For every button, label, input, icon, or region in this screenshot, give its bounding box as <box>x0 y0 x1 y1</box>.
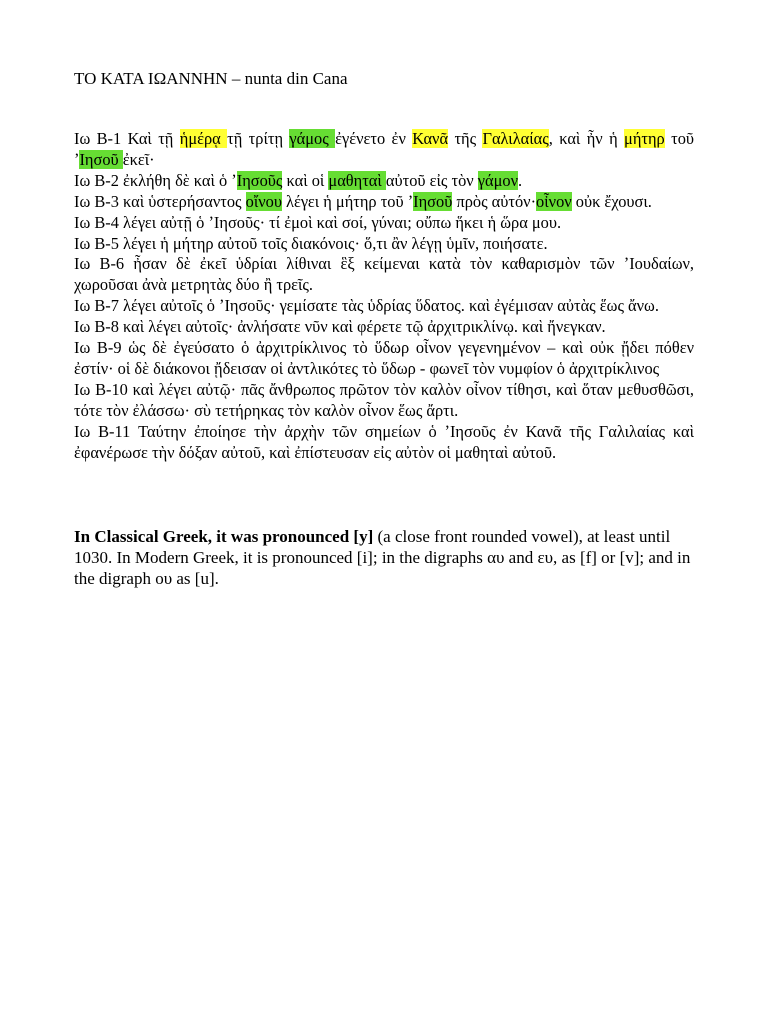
verse-text: Ιω B-2 ἐκλήθη δὲ καὶ ὁ ʼ <box>74 170 237 190</box>
verse-line <box>74 380 694 422</box>
note-bold-text: In Classical Greek, it was pronounced [y] <box>74 526 374 546</box>
verse-text: Ιω B-7 λέγει αὐτοῖς ὁ ʼΙησοῦς· γεμίσατε τὰς ὑδρίας ὕδατος. καὶ ἐγέμισαν αὐτὰς ἕως ἄνω. <box>74 296 659 316</box>
verse-text: τῇ τρίτῃ <box>227 129 290 148</box>
verse-line <box>74 317 694 338</box>
verse-text: πρὸς αὐτόν· <box>452 191 537 211</box>
verse-list <box>74 129 694 464</box>
highlighted-word-green: γάμος <box>289 129 336 148</box>
highlighted-word-green: Ιησοῦς <box>236 170 283 190</box>
highlighted-word-green: Ιησοῦ <box>413 191 453 211</box>
verse-text: καὶ οἱ <box>282 170 329 190</box>
highlighted-word-yellow: Γαλιλαίας <box>482 129 549 148</box>
document-title: ΤΟ ΚΑΤΑ ΙΩΑΝΝΗΝ – nunta din Cana <box>74 69 348 88</box>
verse-text: Ιω B-1 Καὶ τῇ <box>74 129 180 148</box>
verse-text: Ιω B-5 λέγει ἡ μήτηρ αὐτοῦ τοῖς διακόνοις· ὅ,τι ἂν λέγῃ ὑμῖν, ποιήσατε. <box>74 233 548 253</box>
verse-line <box>74 192 694 213</box>
verse-line <box>74 213 694 234</box>
highlighted-word-green: γάμον <box>477 170 519 190</box>
note-body-text: (a close front rounded vowel), at least until 1030. In Modern Greek, it is pronounced [i]; in the digraphs αυ and ευ, as [f] or [v]; and in the digraph ου as [u]. <box>74 526 691 588</box>
verse-text: Ιω B-8 καὶ λέγει αὐτοῖς· ἀνλήσατε νῦν καὶ φέρετε τῷ ἀρχιτρικλίνῳ. καὶ ἤνεγκαν. <box>74 317 606 337</box>
verse-text: Ιω B-6 ἦσαν δὲ ἐκεῖ ὑδρίαι λίθιναι ἓξ κείμεναι κατὰ τὸν καθαρισμὸν τῶν ʼΙουδαίων, χωροῦσαι ἀνὰ μετρητὰς δύο ἢ τρεῖς. <box>74 254 694 295</box>
verse-text: ἐκεῖ· <box>122 149 155 169</box>
highlighted-word-green: μαθηταὶ <box>328 170 386 190</box>
verse-line <box>74 171 694 192</box>
verse-text: Ιω B-9 ὡς δὲ ἐγεύσατο ὁ ἀρχιτρίκλινος τὸ ὕδωρ οἶνον γεγενημένον – καὶ οὐκ ᾔδει πόθεν ἐστίν· οἱ δὲ διάκονοι ᾔδεισαν οἱ ἀντλικότες τὸ ὕδωρ - φωνεῖ τὸν νυμφίον ὁ ἀρχιτρίκλινος <box>74 338 694 378</box>
pronunciation-note <box>74 526 694 589</box>
highlighted-word-green: οἴνου <box>245 191 282 211</box>
verse-text: Ιω B-4 λέγει αὐτῇ ὁ ʼΙησοῦς· τί ἐμοὶ καὶ σοί, γύναι; οὔπω ἥκει ἡ ὥρα μου. <box>74 212 562 232</box>
verse-text: οὐκ ἔχουσι. <box>571 191 652 211</box>
verse-text: αὐτοῦ εἰς τὸν <box>385 170 478 190</box>
verse-line <box>74 296 694 317</box>
verse-text: ἐγένετο ἐν <box>335 129 413 148</box>
highlighted-word-green: Ιησοῦ <box>79 149 123 169</box>
verse-text: λέγει ἡ μήτηρ τοῦ ʼ <box>281 191 414 211</box>
verse-line <box>74 422 694 464</box>
verse-text: τῆς <box>448 129 483 148</box>
highlighted-word-yellow: μήτηρ <box>624 129 665 148</box>
verse-text: , καὶ ἦν ἡ <box>548 129 625 148</box>
verse-text: Ιω B-3 καὶ ὑστερήσαντος <box>74 191 246 211</box>
verse-text: τοῦ ʼ <box>74 129 695 169</box>
verse-text: Ιω B-10 καὶ λέγει αὐτῷ· πᾶς ἄνθρωπος πρῶτον τὸν καλὸν οἶνον τίθησι, καὶ ὅταν μεθυσθῶσι, τότε τὸν ἐλάσσω· σὺ τετήρηκας τὸν καλὸν οἶνον ἕως ἄρτι. <box>74 379 694 420</box>
highlighted-word-green: οἶνον <box>536 191 572 211</box>
verse-text: . <box>518 170 523 190</box>
highlighted-word-yellow: ἡμέρᾳ <box>179 129 228 148</box>
highlighted-word-yellow: Κανᾶ <box>412 129 449 148</box>
verse-line <box>74 234 694 255</box>
verse-text: Ιω B-11 Ταύτην ἐποίησε τὴν ἀρχὴν τῶν σημείων ὁ ʼΙησοῦς ἐν Κανᾶ τῆς Γαλιλαίας καὶ ἐφανέρωσε τὴν δόξαν αὐτοῦ, καὶ ἐπίστευσαν εἰς αὐτὸν οἱ μαθηταὶ αὐτοῦ. <box>74 421 694 462</box>
verse-line <box>74 254 694 296</box>
verse-line <box>74 129 694 171</box>
verse-line <box>74 338 694 380</box>
